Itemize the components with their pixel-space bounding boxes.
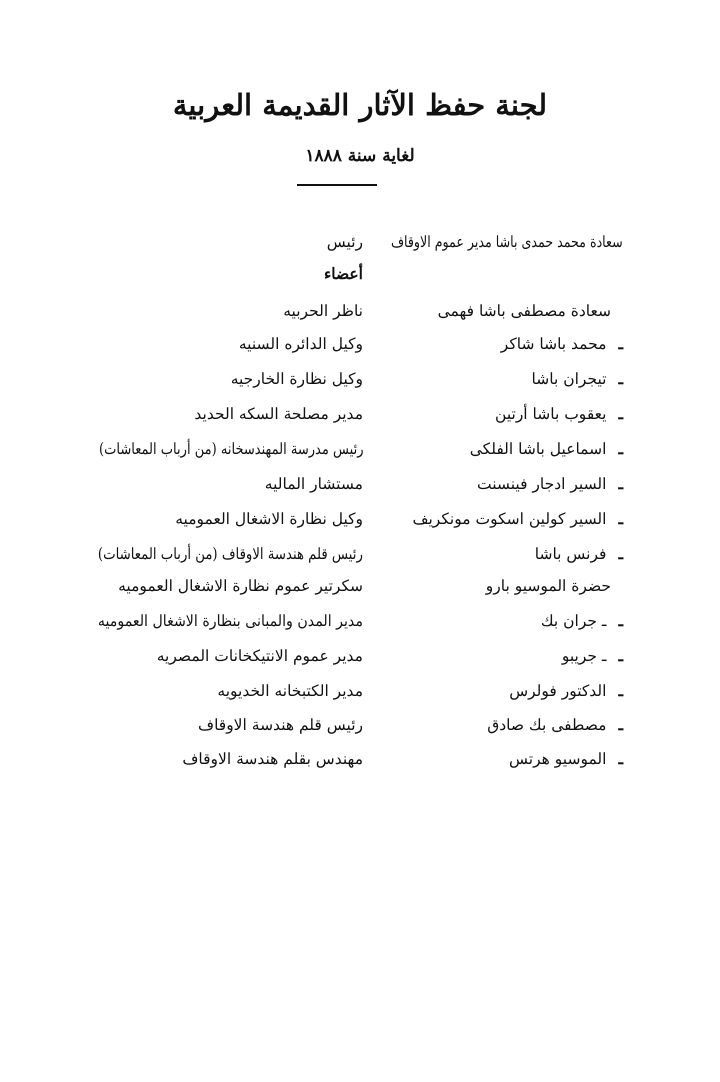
- member-dash: ـ: [618, 544, 623, 563]
- member-role: وكيل نظارة الخارجيه: [230, 370, 363, 388]
- member-dash: ـ: [618, 646, 623, 665]
- president-role: رئيس: [326, 233, 363, 251]
- member-name: ـالسير كولين اسكوت مونكريف: [391, 504, 623, 534]
- member-name: ـالدكتور فولرس: [391, 676, 623, 706]
- member-name: ــ جران بك: [391, 606, 623, 636]
- member-role: مستشار الماليه: [264, 475, 363, 493]
- member-role: مدير المدن والمبانى بنظارة الاشغال العموميه: [97, 612, 363, 630]
- president-name: سعادة محمد حمدى باشا مدير عموم الاوقاف: [391, 233, 623, 251]
- member-role: وكيل نظارة الاشغال العموميه: [175, 510, 363, 528]
- page-title: لجنة حفظ الآثار القديمة العربية: [172, 88, 548, 122]
- title-divider: [297, 184, 377, 186]
- member-name: سعادة مصطفى باشا فهمى: [437, 302, 611, 320]
- member-role: رئيس قلم هندسة الاوقاف (من أرباب المعاشات): [98, 545, 363, 563]
- member-role: مدير مصلحة السكه الحديد: [194, 405, 363, 423]
- members-heading: أعضاء: [323, 264, 363, 283]
- member-role: مهندس بقلم هندسة الاوقاف: [182, 750, 363, 768]
- member-role: سكرتير عموم نظارة الاشغال العموميه: [118, 577, 363, 595]
- member-name: ـمحمد باشا شاكر: [391, 329, 623, 359]
- member-role: مدير عموم الانتيكخانات المصريه: [156, 647, 363, 665]
- member-role: ناظر الحربيه: [283, 302, 363, 320]
- member-name: حضرة الموسيو بارو: [485, 577, 611, 595]
- member-name: ـفرنس باشا: [391, 539, 623, 569]
- page-subtitle: لغاية سنة ١٨٨٨: [305, 146, 415, 166]
- member-dash: ـ: [618, 715, 623, 734]
- member-name: ــ جريبو: [391, 641, 623, 671]
- member-role: مدير الكتبخانه الخديويه: [217, 682, 363, 700]
- member-dash: ـ: [618, 369, 623, 388]
- member-role: وكيل الدائره السنيه: [238, 335, 363, 353]
- member-name: ـيعقوب باشا أرتين: [391, 399, 623, 429]
- member-name: ـاسماعيل باشا الفلكى: [391, 434, 623, 464]
- member-dash: ـ: [618, 681, 623, 700]
- member-name: ـتيجران باشا: [391, 364, 623, 394]
- member-name: ـالموسيو هرتس: [391, 744, 623, 774]
- member-name: ـمصطفى بك صادق: [391, 710, 623, 740]
- member-role: رئيس مدرسة المهندسخانه (من أرباب المعاشات): [98, 440, 363, 458]
- member-dash: ـ: [618, 749, 623, 768]
- member-role: رئيس قلم هندسة الاوقاف: [198, 716, 363, 734]
- member-dash: ـ: [618, 334, 623, 353]
- member-name: ـالسير ادجار فينسنت: [391, 469, 623, 499]
- member-dash: ـ: [618, 439, 623, 458]
- member-dash: ـ: [618, 474, 623, 493]
- member-dash: ـ: [618, 611, 623, 630]
- member-dash: ـ: [618, 509, 623, 528]
- member-dash: ـ: [618, 404, 623, 423]
